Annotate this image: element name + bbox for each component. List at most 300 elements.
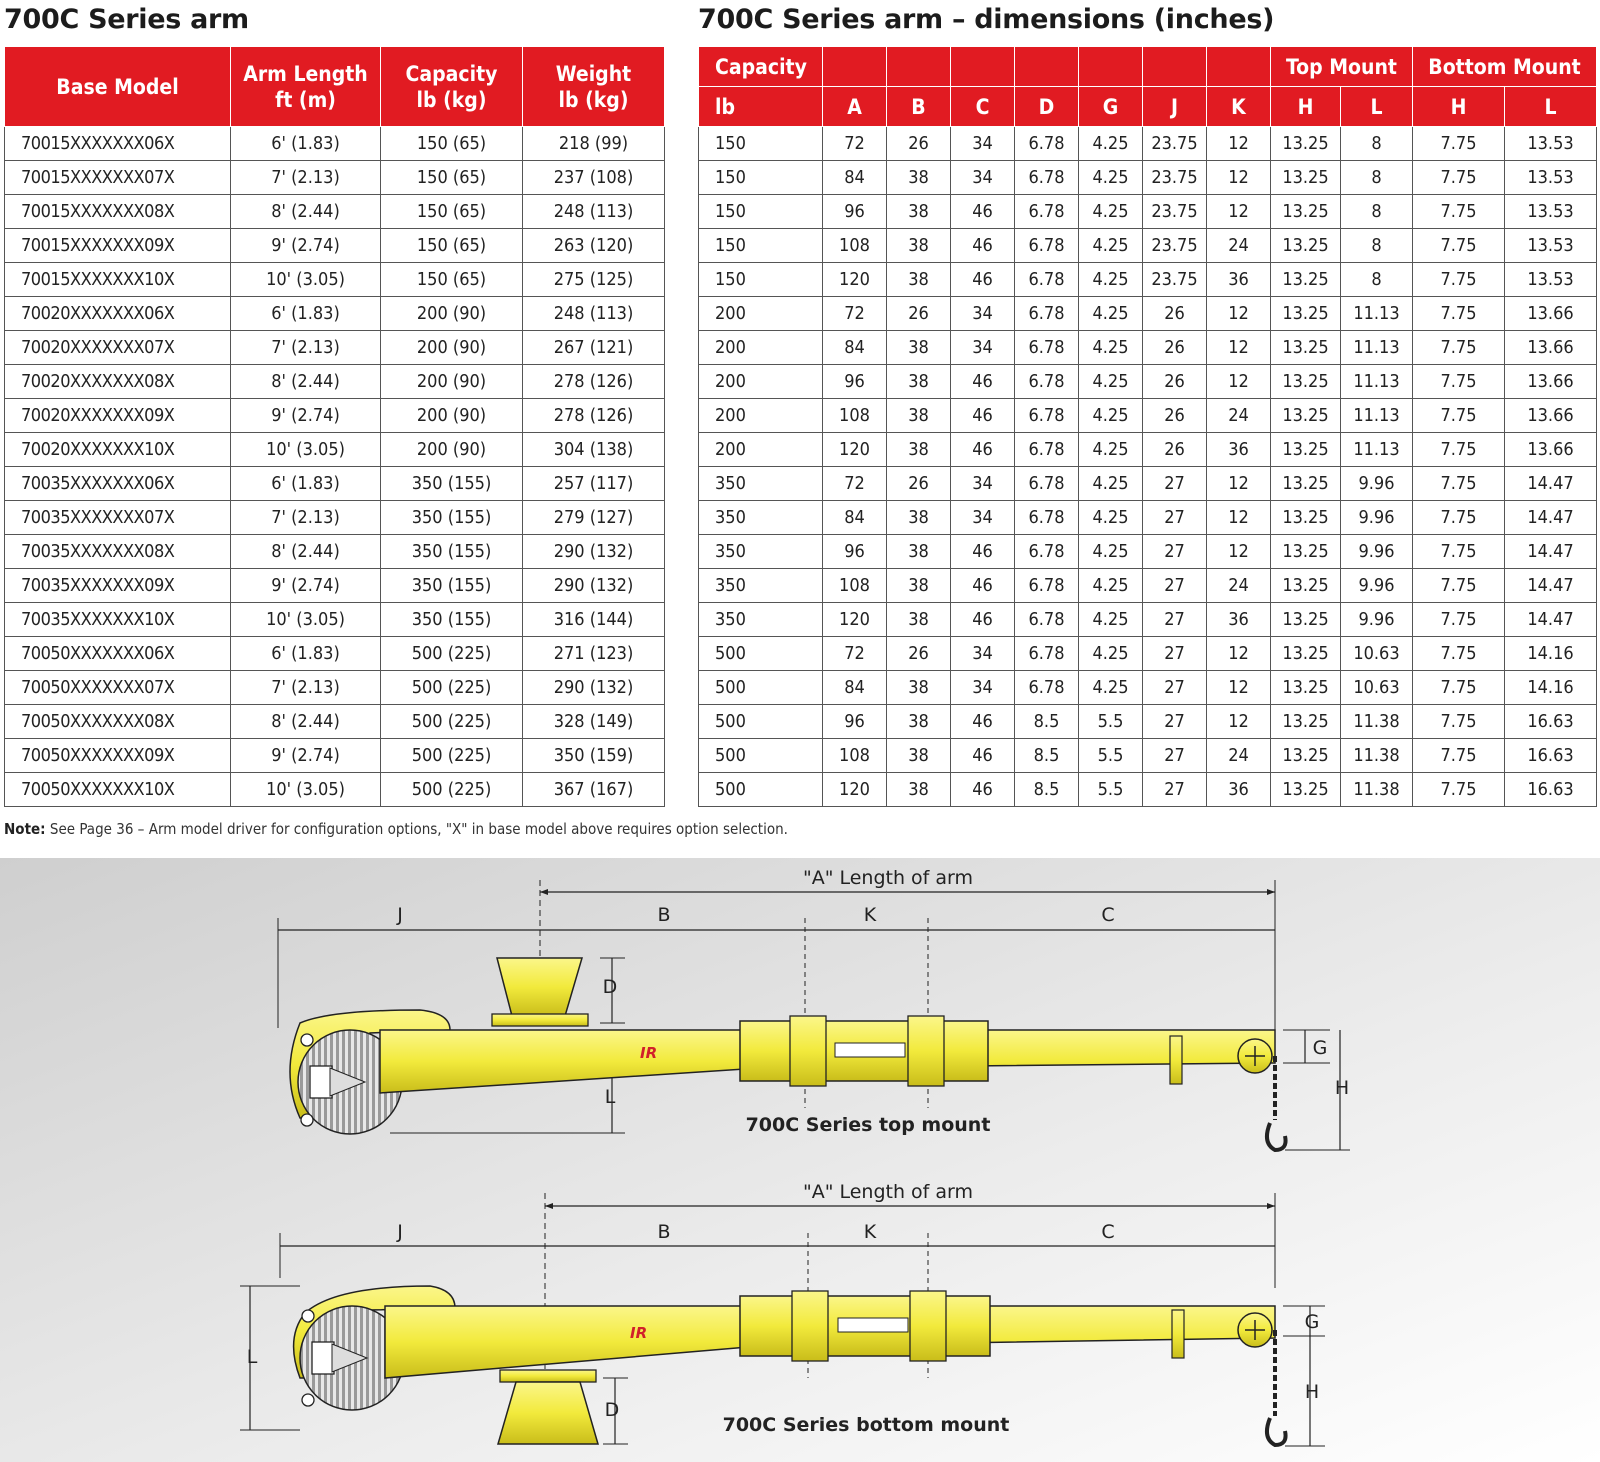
arm-length-cell: 6' (1.83) [231, 637, 381, 671]
arm-length-cell: 8' (2.44) [231, 195, 381, 229]
dimension-cell: 14.47 [1505, 501, 1597, 535]
table-row [5, 399, 665, 433]
dimension-cell: 4.25 [1079, 603, 1143, 637]
dimension-cell: 46 [951, 739, 1015, 773]
dimension-cell: 13.53 [1505, 195, 1597, 229]
dimension-cell: 8 [1341, 195, 1413, 229]
dimension-cell: 72 [823, 297, 887, 331]
dimension-cell: 9.96 [1341, 569, 1413, 603]
capacity-cell: 200 (90) [381, 399, 523, 433]
dimension-cell: 34 [951, 127, 1015, 161]
dimension-cell: 96 [823, 365, 887, 399]
dimension-cell: 38 [887, 399, 951, 433]
capacity-cell: 150 (65) [381, 229, 523, 263]
dimension-cell: 8 [1341, 127, 1413, 161]
dimension-cell: 108 [823, 229, 887, 263]
dimension-cell: 38 [887, 229, 951, 263]
dimension-cell: 6.78 [1015, 433, 1079, 467]
arm-length-cell: 8' (2.44) [231, 365, 381, 399]
base-model-cell: 70015XXXXXXX07X [5, 161, 231, 195]
table-row [5, 297, 665, 331]
header-bottom-mount: Bottom Mount [1413, 47, 1597, 87]
dimension-cell: 6.78 [1015, 195, 1079, 229]
bottom-dim-b: B [657, 1221, 671, 1243]
dimension-cell: 11.38 [1341, 705, 1413, 739]
weight-cell: 316 (144) [523, 603, 665, 637]
dimension-cell: 12 [1207, 127, 1271, 161]
dimension-cell: 13.25 [1271, 399, 1341, 433]
table-row [5, 263, 665, 297]
dimension-cell: 108 [823, 739, 887, 773]
base-model-cell: 70035XXXXXXX08X [5, 535, 231, 569]
dimension-cell: 6.78 [1015, 603, 1079, 637]
capacity-cell: 200 [699, 365, 823, 399]
capacity-cell: 150 [699, 263, 823, 297]
dimension-cell: 12 [1207, 535, 1271, 569]
bottom-dim-c: C [1101, 1221, 1115, 1243]
table-row [699, 569, 1597, 603]
table-row [699, 127, 1597, 161]
dimension-cell: 4.25 [1079, 365, 1143, 399]
top-dim-j: J [397, 904, 403, 926]
dimension-cell: 12 [1207, 161, 1271, 195]
dimension-cell: 27 [1143, 671, 1207, 705]
header-dim-b: B [887, 87, 951, 127]
dimension-cell: 12 [1207, 297, 1271, 331]
base-model-cell: 70050XXXXXXX07X [5, 671, 231, 705]
dimension-cell: 23.75 [1143, 263, 1207, 297]
dimension-cell: 7.75 [1413, 331, 1505, 365]
bottom-dim-l: L [246, 1346, 258, 1368]
dimension-cell: 34 [951, 467, 1015, 501]
dimension-cell: 84 [823, 671, 887, 705]
dimension-cell: 46 [951, 535, 1015, 569]
table-row [5, 433, 665, 467]
dimension-cell: 4.25 [1079, 263, 1143, 297]
dimension-cell: 6.78 [1015, 127, 1079, 161]
dimension-cell: 13.53 [1505, 161, 1597, 195]
dimension-cell: 13.25 [1271, 433, 1341, 467]
dimension-cell: 108 [823, 399, 887, 433]
top-dim-c: C [1101, 904, 1115, 926]
dimension-cell: 96 [823, 535, 887, 569]
dimension-cell: 96 [823, 195, 887, 229]
dimension-cell: 27 [1143, 603, 1207, 637]
dimension-cell: 4.25 [1079, 433, 1143, 467]
dimension-cell: 27 [1143, 535, 1207, 569]
table-row [5, 195, 665, 229]
capacity-cell: 350 [699, 467, 823, 501]
dimension-cell: 13.25 [1271, 365, 1341, 399]
dimension-cell: 6.78 [1015, 161, 1079, 195]
base-model-cell: 70050XXXXXXX10X [5, 773, 231, 807]
table-row [699, 467, 1597, 501]
dimension-cell: 16.63 [1505, 739, 1597, 773]
table-row [699, 331, 1597, 365]
dimension-cell: 96 [823, 705, 887, 739]
header-dim-k: K [1207, 87, 1271, 127]
arm-length-cell: 10' (3.05) [231, 603, 381, 637]
dimension-cell: 8 [1341, 229, 1413, 263]
dimension-cell: 7.75 [1413, 297, 1505, 331]
dimension-cell: 6.78 [1015, 229, 1079, 263]
dimension-cell: 13.25 [1271, 467, 1341, 501]
dimension-cell: 13.53 [1505, 127, 1597, 161]
table-row [5, 229, 665, 263]
capacity-cell: 500 [699, 705, 823, 739]
dimension-cell: 5.5 [1079, 739, 1143, 773]
table-row [5, 773, 665, 807]
base-model-cell: 70035XXXXXXX10X [5, 603, 231, 637]
table-row [699, 365, 1597, 399]
base-model-cell: 70015XXXXXXX06X [5, 127, 231, 161]
dimension-cell: 12 [1207, 365, 1271, 399]
dimension-cell: 4.25 [1079, 195, 1143, 229]
dimension-cell: 14.47 [1505, 535, 1597, 569]
dimension-cell: 14.47 [1505, 467, 1597, 501]
dimension-cell: 16.63 [1505, 773, 1597, 807]
dimension-cell: 12 [1207, 705, 1271, 739]
dimension-cell: 27 [1143, 569, 1207, 603]
table-row [5, 365, 665, 399]
dimension-cell: 26 [887, 127, 951, 161]
base-model-cell: 70015XXXXXXX10X [5, 263, 231, 297]
dimension-cell: 46 [951, 569, 1015, 603]
capacity-cell: 500 [699, 671, 823, 705]
arm-length-cell: 10' (3.05) [231, 773, 381, 807]
table-row [699, 671, 1597, 705]
weight-cell: 279 (127) [523, 501, 665, 535]
base-model-cell: 70020XXXXXXX07X [5, 331, 231, 365]
dimension-cell: 10.63 [1341, 671, 1413, 705]
dimension-cell: 7.75 [1413, 161, 1505, 195]
dimension-cell: 6.78 [1015, 331, 1079, 365]
arm-dimension-diagram [0, 858, 1600, 1462]
dimension-cell: 13.25 [1271, 161, 1341, 195]
arm-length-cell: 10' (3.05) [231, 263, 381, 297]
arm-length-cell: 6' (1.83) [231, 467, 381, 501]
arm-length-cell: 8' (2.44) [231, 535, 381, 569]
dimension-cell: 38 [887, 671, 951, 705]
dimension-cell: 84 [823, 331, 887, 365]
capacity-cell: 200 (90) [381, 297, 523, 331]
dimension-cell: 26 [1143, 433, 1207, 467]
base-model-cell: 70020XXXXXXX09X [5, 399, 231, 433]
dimension-cell: 46 [951, 229, 1015, 263]
dimension-cell: 38 [887, 161, 951, 195]
table-row [5, 467, 665, 501]
dimension-cell: 9.96 [1341, 467, 1413, 501]
arm-length-cell: 9' (2.74) [231, 229, 381, 263]
dimension-cell: 34 [951, 671, 1015, 705]
dimension-cell: 24 [1207, 739, 1271, 773]
dimension-cell: 13.25 [1271, 569, 1341, 603]
capacity-cell: 350 (155) [381, 535, 523, 569]
weight-cell: 263 (120) [523, 229, 665, 263]
dimension-cell: 7.75 [1413, 603, 1505, 637]
top-dim-d: D [602, 976, 618, 998]
table-row [5, 535, 665, 569]
capacity-cell: 150 (65) [381, 263, 523, 297]
header-capacity: Capacity lb (kg) [381, 47, 523, 127]
weight-cell: 367 (167) [523, 773, 665, 807]
capacity-cell: 500 (225) [381, 705, 523, 739]
capacity-cell: 150 (65) [381, 161, 523, 195]
capacity-cell: 500 [699, 739, 823, 773]
dimension-cell: 38 [887, 535, 951, 569]
dimension-cell: 7.75 [1413, 467, 1505, 501]
dimension-cell: 7.75 [1413, 195, 1505, 229]
dimension-cell: 72 [823, 467, 887, 501]
bottom-dim-h: H [1304, 1381, 1320, 1403]
dimension-cell: 6.78 [1015, 399, 1079, 433]
dimension-cell: 46 [951, 365, 1015, 399]
base-model-cell: 70020XXXXXXX08X [5, 365, 231, 399]
table-row [699, 433, 1597, 467]
dimension-cell: 27 [1143, 705, 1207, 739]
table-row [699, 535, 1597, 569]
header-dim-h: H [1271, 87, 1341, 127]
dimension-cell: 38 [887, 195, 951, 229]
left-table-title: 700C Series arm [4, 4, 249, 35]
capacity-cell: 500 (225) [381, 773, 523, 807]
dimension-cell: 6.78 [1015, 501, 1079, 535]
dimension-cell: 13.25 [1271, 229, 1341, 263]
dimension-cell: 27 [1143, 773, 1207, 807]
weight-cell: 278 (126) [523, 399, 665, 433]
base-model-cell: 70050XXXXXXX08X [5, 705, 231, 739]
dimension-cell: 23.75 [1143, 195, 1207, 229]
dimension-cell: 13.25 [1271, 671, 1341, 705]
weight-cell: 237 (108) [523, 161, 665, 195]
table-row [699, 263, 1597, 297]
dimension-cell: 4.25 [1079, 467, 1143, 501]
dimension-cell: 26 [1143, 331, 1207, 365]
dimension-cell: 23.75 [1143, 229, 1207, 263]
dimension-cell: 13.53 [1505, 263, 1597, 297]
dimension-cell: 23.75 [1143, 161, 1207, 195]
bottom-dim-k: K [863, 1221, 877, 1243]
top-dim-b: B [657, 904, 671, 926]
dimension-cell: 14.16 [1505, 671, 1597, 705]
dimension-cell: 120 [823, 263, 887, 297]
weight-cell: 257 (117) [523, 467, 665, 501]
dimension-cell: 13.66 [1505, 297, 1597, 331]
dimension-cell: 7.75 [1413, 569, 1505, 603]
weight-cell: 328 (149) [523, 705, 665, 739]
weight-cell: 304 (138) [523, 433, 665, 467]
table-row [5, 603, 665, 637]
dimension-cell: 8.5 [1015, 773, 1079, 807]
table-row [5, 569, 665, 603]
dimension-cell: 7.75 [1413, 433, 1505, 467]
capacity-cell: 200 [699, 297, 823, 331]
dimension-cell: 12 [1207, 331, 1271, 365]
dimension-cell: 38 [887, 501, 951, 535]
dimension-cell: 13.25 [1271, 637, 1341, 671]
dimension-cell: 4.25 [1079, 569, 1143, 603]
dimension-cell: 8.5 [1015, 705, 1079, 739]
dimension-cell: 9.96 [1341, 501, 1413, 535]
capacity-cell: 150 [699, 229, 823, 263]
dimension-cell: 108 [823, 569, 887, 603]
dimension-cell: 11.13 [1341, 331, 1413, 365]
dimension-cell: 13.25 [1271, 127, 1341, 161]
dimension-cell: 4.25 [1079, 297, 1143, 331]
weight-cell: 267 (121) [523, 331, 665, 365]
capacity-cell: 350 (155) [381, 603, 523, 637]
dimension-cell: 46 [951, 705, 1015, 739]
dimension-cell: 46 [951, 603, 1015, 637]
capacity-cell: 200 [699, 399, 823, 433]
base-model-cell: 70015XXXXXXX09X [5, 229, 231, 263]
bottom-mount-caption: 700C Series bottom mount [722, 1414, 1010, 1436]
table-row [699, 637, 1597, 671]
capacity-cell: 150 [699, 127, 823, 161]
capacity-cell: 350 (155) [381, 501, 523, 535]
dimension-cell: 8.5 [1015, 739, 1079, 773]
dimension-cell: 12 [1207, 501, 1271, 535]
dimension-cell: 13.66 [1505, 433, 1597, 467]
capacity-cell: 500 (225) [381, 671, 523, 705]
base-model-cell: 70035XXXXXXX09X [5, 569, 231, 603]
table-row [699, 773, 1597, 807]
arm-length-cell: 6' (1.83) [231, 297, 381, 331]
dimension-cell: 6.78 [1015, 569, 1079, 603]
dimension-cell: 36 [1207, 433, 1271, 467]
table-row [5, 637, 665, 671]
dimension-cell: 38 [887, 739, 951, 773]
base-model-cell: 70020XXXXXXX06X [5, 297, 231, 331]
dimension-cell: 26 [887, 297, 951, 331]
dimension-cell: 26 [1143, 399, 1207, 433]
dimension-cell: 23.75 [1143, 127, 1207, 161]
bottom-dim-g: G [1304, 1311, 1320, 1333]
table-row [699, 603, 1597, 637]
dimension-cell: 9.96 [1341, 603, 1413, 637]
table-row [699, 229, 1597, 263]
dimension-cell: 38 [887, 603, 951, 637]
capacity-cell: 150 (65) [381, 127, 523, 161]
header-base-model: Base Model [5, 47, 231, 127]
table-row [699, 399, 1597, 433]
dimension-cell: 34 [951, 297, 1015, 331]
base-model-cell: 70050XXXXXXX06X [5, 637, 231, 671]
header-dim-j: J [1143, 87, 1207, 127]
dimension-cell: 38 [887, 433, 951, 467]
header-arm-length: Arm Length ft (m) [231, 47, 381, 127]
dimension-cell: 34 [951, 637, 1015, 671]
arm-length-cell: 9' (2.74) [231, 569, 381, 603]
dimension-cell: 4.25 [1079, 161, 1143, 195]
dimension-cell: 120 [823, 603, 887, 637]
dimension-cell: 5.5 [1079, 705, 1143, 739]
dimension-cell: 6.78 [1015, 365, 1079, 399]
dimension-cell: 6.78 [1015, 297, 1079, 331]
capacity-cell: 350 [699, 535, 823, 569]
dimension-cell: 11.13 [1341, 365, 1413, 399]
weight-cell: 271 (123) [523, 637, 665, 671]
capacity-cell: 500 [699, 637, 823, 671]
arm-length-cell: 9' (2.74) [231, 739, 381, 773]
dimension-cell: 13.25 [1271, 501, 1341, 535]
dimension-cell: 13.25 [1271, 739, 1341, 773]
arm-dimensions-table [698, 46, 1597, 807]
dimension-cell: 12 [1207, 671, 1271, 705]
dimension-cell: 34 [951, 331, 1015, 365]
dimension-cell: 14.47 [1505, 603, 1597, 637]
right-table-title: 700C Series arm – dimensions (inches) [698, 4, 1275, 35]
dimension-cell: 4.25 [1079, 535, 1143, 569]
weight-cell: 350 (159) [523, 739, 665, 773]
header-weight: Weight lb (kg) [523, 47, 665, 127]
dimension-cell: 36 [1207, 773, 1271, 807]
base-model-cell: 70015XXXXXXX08X [5, 195, 231, 229]
dimension-cell: 24 [1207, 399, 1271, 433]
dimension-cell: 46 [951, 399, 1015, 433]
dimension-cell: 4.25 [1079, 399, 1143, 433]
dimension-cell: 4.25 [1079, 637, 1143, 671]
bottom-length-label: "A" Length of arm [802, 1181, 974, 1203]
top-dim-h: H [1334, 1077, 1350, 1099]
capacity-cell: 350 [699, 603, 823, 637]
capacity-cell: 200 (90) [381, 433, 523, 467]
dimension-cell: 11.13 [1341, 399, 1413, 433]
header-dim-l: L [1505, 87, 1597, 127]
capacity-cell: 500 (225) [381, 637, 523, 671]
dimension-cell: 13.25 [1271, 195, 1341, 229]
dimension-cell: 27 [1143, 467, 1207, 501]
dimension-cell: 11.13 [1341, 433, 1413, 467]
table-row [5, 501, 665, 535]
dimension-cell: 13.53 [1505, 229, 1597, 263]
dimension-cell: 13.25 [1271, 535, 1341, 569]
table-row [699, 705, 1597, 739]
table-row [699, 297, 1597, 331]
dimension-cell: 72 [823, 637, 887, 671]
header-capacity-top: Capacity [699, 47, 823, 87]
dimension-cell: 34 [951, 161, 1015, 195]
arm-length-cell: 8' (2.44) [231, 705, 381, 739]
svg-text:IR: IR [640, 1044, 658, 1062]
dimension-cell: 7.75 [1413, 671, 1505, 705]
dimension-cell: 26 [1143, 297, 1207, 331]
top-mount-caption: 700C Series top mount [745, 1114, 991, 1136]
header-dim-h: H [1413, 87, 1505, 127]
capacity-cell: 350 (155) [381, 569, 523, 603]
dimension-cell: 7.75 [1413, 739, 1505, 773]
header-dim-a: A [823, 87, 887, 127]
capacity-cell: 350 [699, 569, 823, 603]
arm-length-cell: 9' (2.74) [231, 399, 381, 433]
capacity-cell: 150 (65) [381, 195, 523, 229]
dimension-cell: 26 [887, 637, 951, 671]
dimension-cell: 10.63 [1341, 637, 1413, 671]
dimension-cell: 4.25 [1079, 331, 1143, 365]
dimension-cell: 72 [823, 127, 887, 161]
dimension-cell: 46 [951, 433, 1015, 467]
table-row [5, 127, 665, 161]
dimension-cell: 12 [1207, 467, 1271, 501]
weight-cell: 290 (132) [523, 535, 665, 569]
dimension-cell: 11.38 [1341, 773, 1413, 807]
dimension-cell: 6.78 [1015, 263, 1079, 297]
dimension-cell: 38 [887, 773, 951, 807]
dimension-cell: 36 [1207, 603, 1271, 637]
weight-cell: 275 (125) [523, 263, 665, 297]
top-dim-g: G [1312, 1037, 1328, 1059]
dimension-cell: 12 [1207, 195, 1271, 229]
